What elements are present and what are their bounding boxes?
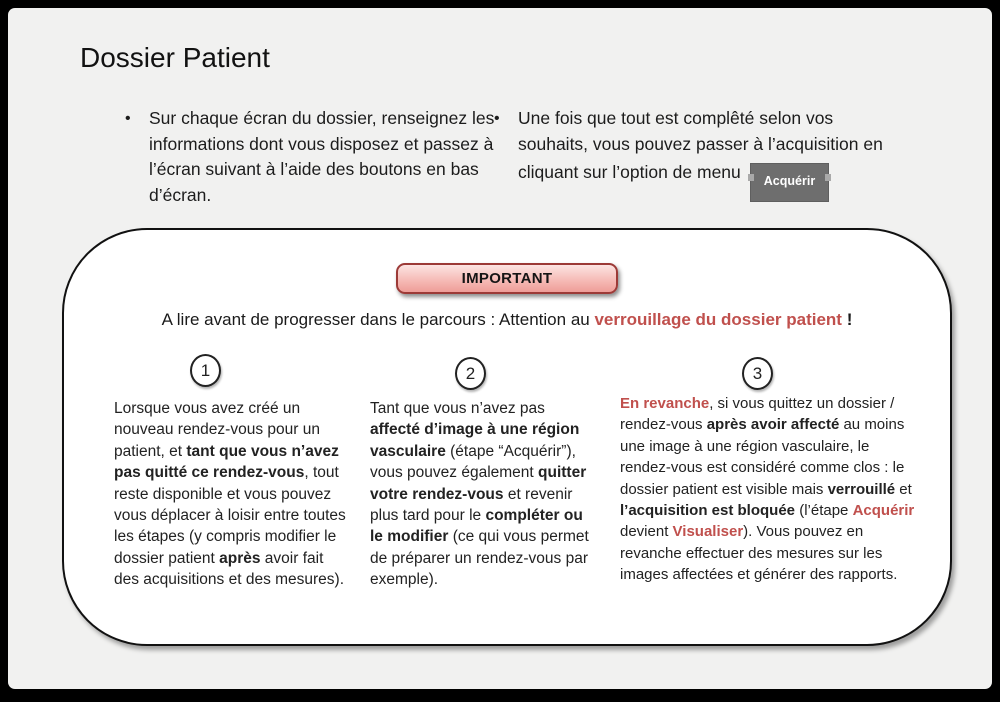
important-callout-box xyxy=(62,228,952,646)
menu-crop-fragment-left xyxy=(748,174,754,181)
step-number-circle-2: 2 xyxy=(455,357,486,390)
step-column-3: En revanche, si vous quittez un dossier / rendez-vous après avoir affecté au moins une image à une région vasculaire, le rendez-vous est considéré comme clos : le dossier patient est visible mais verrouillé et l’acquisition est bloquée (l’étape Acquérir devient Visualiser). Vous pouvez en revanche effectuer des mesures sur les images affectées et générer des rapports. xyxy=(620,395,915,584)
acquerir-menu-button-label: Acquérir xyxy=(763,174,816,188)
slide xyxy=(8,8,992,689)
page-title: Dossier Patient xyxy=(80,42,270,73)
bullet-text-2-body: Une fois que tout est complêté selon vos souhaits, vous pouvez passer à l’acquisition en cliquant sur l’option de menu xyxy=(518,108,883,182)
bullet-item-2 xyxy=(494,106,902,194)
callout-intro-line: A lire avant de progresser dans le parcours : Attention au verrouillage du dossier patient ! xyxy=(161,310,853,329)
bullet-dot: • xyxy=(494,110,500,127)
bullet-text-2 xyxy=(518,106,902,194)
step-number-circle-1: 1 xyxy=(190,354,221,387)
step-column-2: Tant que vous n’avez pas affecté d’image à une région vasculaire (étape “Acquérir”), vous pouvez également quitter votre rendez-vous et revenir plus tard pour le compléter ou le modifier (ce qui vous permet de préparer un rendez-vous par exemple). xyxy=(370,400,589,589)
bullet-dot: • xyxy=(125,110,131,127)
menu-crop-fragment-right xyxy=(825,174,831,181)
acquerir-menu-button xyxy=(751,164,828,201)
important-badge: IMPORTANT xyxy=(396,263,618,294)
step-column-1: Lorsque vous avez créé un nouveau rendez-vous pour un patient, et tant que vous n’avez pas quitté ce rendez-vous, tout reste disponible et vous pouvez vous déplacer à loisir entre toutes les étapes (y compris modifier le dossier patient après avoir fait des acquisitions et des mesures). xyxy=(114,400,346,589)
step-number-circle-3: 3 xyxy=(742,357,773,390)
bullet-item-1 xyxy=(125,106,497,208)
bullet-text-1: Sur chaque écran du dossier, renseignez les informations dont vous disposez et passez à l’écran suivant à l’aide des boutons en bas d’écran. xyxy=(149,108,495,205)
